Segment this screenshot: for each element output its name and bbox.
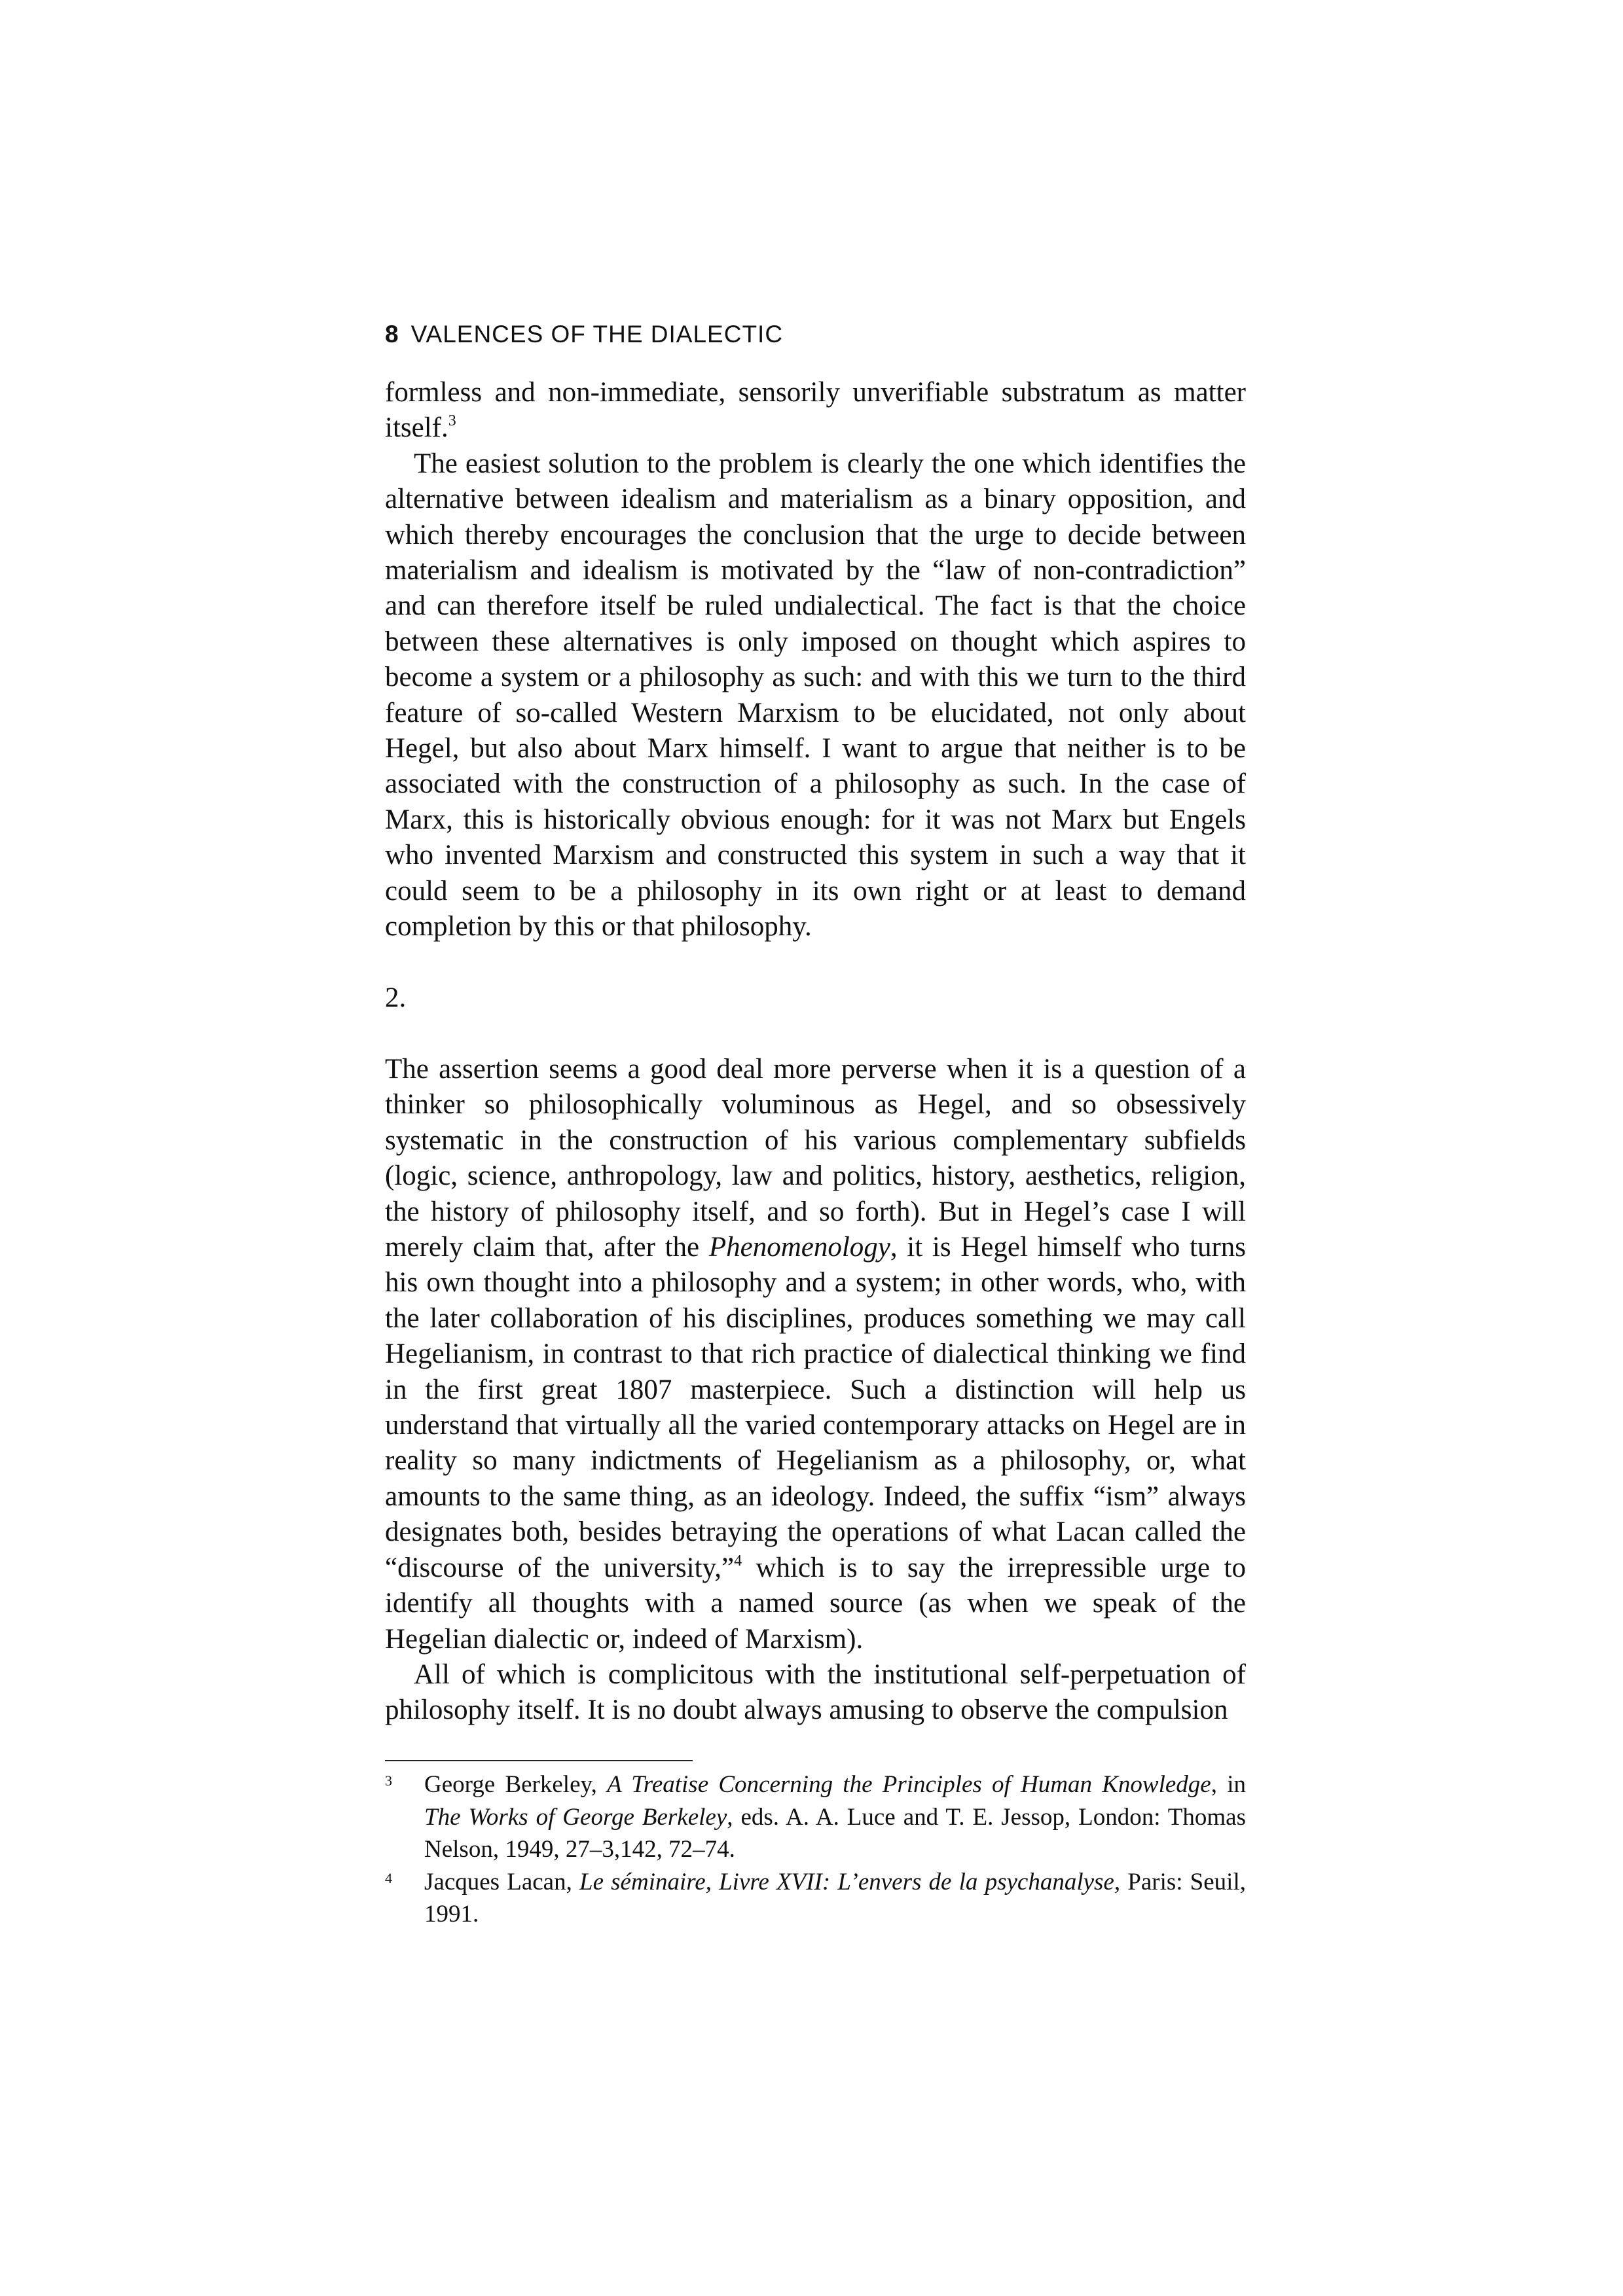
footnote-number: 4 — [385, 1869, 392, 1886]
paragraph-assertion-part3: which is to say the irrepressible urge to identify all thoughts with a named source (as when we speak of the Hegelian dialectic or, indeed of Marxism). — [385, 1552, 1246, 1655]
footnote-number: 3 — [385, 1772, 392, 1789]
footnote-text: , in — [1211, 1771, 1246, 1798]
text-block-section-1 — [385, 375, 1246, 945]
paragraph-assertion-part1: The assertion seems a good deal more perverse when it is a question of a thinker so philosophically voluminous as Hegel, and so obsessively systematic in the construction of his various complementary subfields (logic, science, anthropology, law and politics, history, aesthetics, religion, the history of philosophy itself, and so forth). But in Hegel’s case I will merely claim that, after the — [385, 1054, 1246, 1263]
footnote-text: , Paris: Seuil, 1991. — [424, 1868, 1246, 1928]
paragraph-assertion — [385, 1052, 1246, 1657]
footnote-title: The Works of George Berkeley — [424, 1803, 727, 1831]
footnote-3 — [385, 1768, 1246, 1866]
continuation-paragraph — [385, 375, 1246, 446]
running-head — [385, 321, 783, 348]
continuation-text: formless and non-immediate, sensorily unverifiable substratum as matter itself. — [385, 377, 1246, 444]
paragraph-easiest-solution: The easiest solution to the problem is clearly the one which identifies the alternative between idealism and materialism as a binary opposition, and which thereby encourages the conclusion that the urge to decide between materialism and idealism is motivated by the “law of non-contradiction” and can therefore itself be ruled undialectical. The fact is that the choice between these alternatives is only imposed on thought which aspires to become a system or a philosophy as such: and with this we turn to the third feature of so-called Western Marxism to be elucidated, not only about Hegel, but also about Marx himself. I want to argue that neither is to be associated with the construction of a philosophy as such. In the case of Marx, this is historically obvious enough: for it was not Marx but Engels who invented Marxism and constructed this system in such a way that it could seem to be a philosophy in its own right or at least to demand completion by this or that philosophy. — [385, 448, 1246, 942]
footnote-4 — [385, 1866, 1246, 1931]
footnote-text: George Berkeley, — [424, 1771, 608, 1798]
paragraph-assertion-part2: , it is Hegel himself who turns his own thought into a philosophy and a system; in other words, who, with the later collaboration of his disciplines, produces something we may call Hegelianism, in contrast to that rich practice of dialectical thinking we find in the first great 1807 masterpiece. Such a distinction will help us understand that virtually all the varied contemporary attacks on Hegel are in reality so many indictments of Hegelianism as a philosophy, or, what amounts to the same thing, as an ideology. Indeed, the suffix “ism” always designates both, besides betraying the operations of what Lacan called the “discourse of the university,” — [385, 1232, 1247, 1583]
footnote-separator — [385, 1760, 693, 1761]
footnote-title: Le séminaire, Livre XVII: L’envers de la psychanalyse — [579, 1868, 1114, 1895]
section-heading: 2. — [385, 982, 407, 1013]
running-title: VALENCES OF THE DIALECTIC — [410, 321, 784, 348]
footnotes — [385, 1768, 1246, 1931]
footnote-text: Jacques Lacan, — [424, 1868, 579, 1895]
paragraph-complicitous: All of which is complicitous with the institutional self-perpetuation of philosophy itself. It is no doubt always amusing to observe the compulsion — [385, 1659, 1246, 1726]
footnote-ref-3[interactable]: 3 — [448, 412, 456, 430]
footnote-ref-4[interactable]: 4 — [734, 1552, 742, 1570]
footnote-title: A Treatise Concerning the Principles of Human Knowledge — [607, 1771, 1211, 1798]
page-number: 8 — [385, 321, 399, 348]
text-block-section-2 — [385, 1052, 1246, 1729]
footnote-text: , eds. A. A. Luce and T. E. Jessop, London: Thomas Nelson, 1949, 27–3,142, 72–74. — [424, 1803, 1246, 1863]
phenomenology-title: Phenomenology — [708, 1232, 890, 1263]
